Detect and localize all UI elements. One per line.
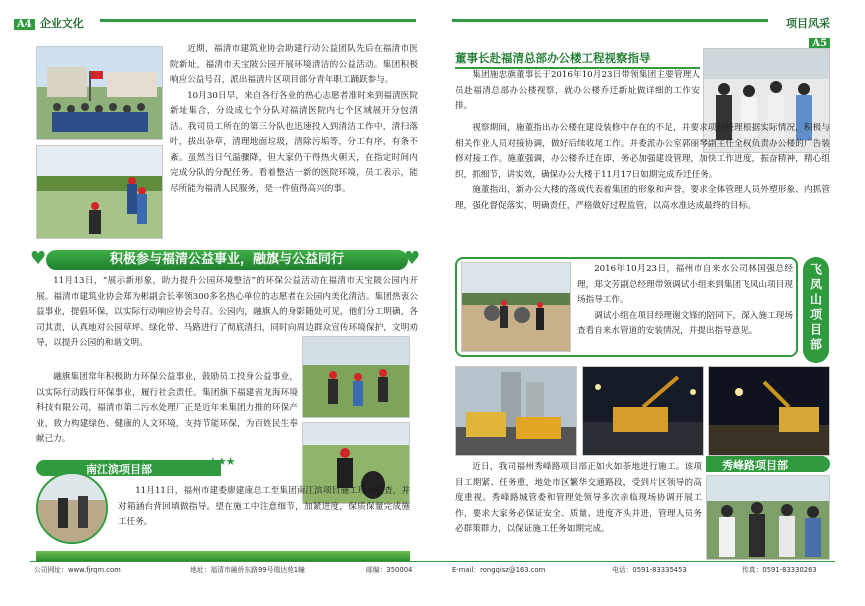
- footer-website: 公司网址：www.fjrqm.com: [34, 566, 121, 574]
- feifeng-project-title: 飞凤山项目部: [808, 263, 823, 353]
- public-welfare-banner: 积极参与福清公益事业，融旗与公益同行: [46, 250, 408, 270]
- left-paragraph-4: 融旗集团常年积极助力环保公益事业，鼓励员工投身公益事业，以实际行动践行环保事业，履行社会责任。集团旗下福建省龙海环境科技有限公司，福清市第二污水处理厂正是近年来集团力推的环保产业，致力构建绿色、健康的人文环境，支持节能环保，为百姓民生奉献己力。: [36, 372, 298, 444]
- feifeng-site-photo: [461, 262, 571, 352]
- right-intro-text: [455, 68, 700, 120]
- left-paragraph-1: 近期，福清市建筑业协会助建行动公益团队先后在福清市医院新址，福清市天宝陂公园开展环境清洁的公益活动。集团积极响应公益号召，派出福清片区项目部分青年职工踊跃参与。: [170, 44, 418, 85]
- public-welfare-banner-wrap: [46, 250, 408, 270]
- right-section-title: 项目风采: [786, 17, 830, 30]
- left-paragraph-5: 11月11日，福州市建委廖建康总工至集团南江滨项目施工现场检查，并对箱涵台背回填做指导。望在施工中注意细节，加紧进度，保质保量完成施工任务。: [118, 486, 410, 527]
- volunteer-group-photo: [36, 46, 163, 140]
- footer-phone: 电话：0591-83335453: [612, 566, 687, 574]
- left-intro-text: [170, 42, 418, 247]
- right-main-text: [455, 121, 830, 253]
- xiufeng-photo-1: [455, 366, 577, 456]
- left-paragraph-3: 11月13日，“展示新形象，助力提升公园环境整洁”的环保公益活动在福清市天宝陂公园内开展。福清市建筑业协会郑为彬副会长率领300多名热心单位的志愿者在公园内美化清洁。集团热衷公益事业，提倡环保，以实际行动响应协会号召。公园内，融旗人的身影随处可见，他们分工明确，各司其责，认真地对公园草坪、绿化带、马路进行了彻底清扫，同时向周边群众宣传环境保护，文明劝导，以提升公园的和谐文明。: [36, 276, 418, 348]
- footer-address: 地址：福清市融侨东路99号瑞达苑1幢: [190, 566, 305, 574]
- xiufeng-project-title: 秀峰路项目部: [722, 459, 788, 472]
- xiufeng-photo-3: [708, 366, 830, 456]
- left-grass-strip: [36, 551, 410, 561]
- heart-icon-left: ♥: [30, 248, 47, 269]
- xiufeng-text: [455, 460, 702, 560]
- heart-icon-right: ♥: [404, 248, 421, 269]
- left-section-title: 企业文化: [39, 17, 84, 30]
- footer-email: E-mail：rongqisz@163.com: [452, 566, 546, 574]
- feifeng-text: [577, 262, 793, 354]
- right-paragraph-3: 施董指出，新办公大楼的落成代表着集团的形象和声誉，要求全体管理人员外塑形象、内抓管理，强化督促落实，明确责任，严格做好过程监管，以高水准达成最终的目标。: [455, 185, 830, 211]
- right-header-rule: [452, 19, 768, 22]
- right-paragraph-5: 调试小组在项目经理谢文锋的陪同下，深入施工现场查看自来水管道的安装情况，并提出指导意见。: [577, 310, 793, 336]
- nanjiang-site-photo: [36, 472, 108, 544]
- feifeng-title-bar: [803, 257, 829, 363]
- xiufeng-photo-2: [582, 366, 704, 456]
- footer-fax: 传真：0591-83330263: [742, 566, 817, 574]
- footer-rule: [30, 561, 835, 562]
- right-header: [770, 12, 830, 49]
- left-paragraph-2: 10月30日早，来自各行各业的热心志愿者准时来到福清医院新址集合，分设成七个分队对福清医院内七个区域展开分包清洁。我司员工所在的第三分队也迅速投入到清洁工作中，清扫落叶，拔出杂草，清理地面垃圾，清除污垢等，分工有序，有条不紊。虽然当日气温骤降，但大家仍干得热火朝天，在指定时间内完成分队的分配任务。看着整洁一新的医院环境，员工表示，能尽所能为福清人民服务，是一件值得高兴的事。: [170, 90, 418, 194]
- right-paragraph-1: 集团施忠旗董事长于2016年10月23日带领集团主要管理人员赴福清总部办公楼视察，就办公楼乔迁新址做详细的工作安排。: [455, 70, 700, 111]
- xiufeng-meeting-photo: [706, 475, 830, 560]
- right-paragraph-6: 近日，我司福州秀峰路项目部正如火如荼地进行施工。该项目工期紧、任务重，地处市区繁华交通路段，受到片区领导的高度重视。秀峰路城管委和管理处领导多次亲临现场协调开展工作，要求大家务必保证安全、质量、进度齐头并进，管理人员务必群策群力，以保证施工任务如期完成。: [455, 462, 702, 534]
- right-paragraph-4: 2016年10月23日，福州市自来水公司林国强总经理，郑文芳副总经理带领调试小组来到集团飞凤山项目现场指导工作。: [577, 264, 793, 305]
- park-cleaning-photo-1: [302, 336, 410, 418]
- left-header-rule: [100, 19, 416, 22]
- star-icons: ★★★: [208, 455, 235, 468]
- chairman-inspection-title: 董事长赴福清总部办公楼工程视察指导: [455, 50, 700, 69]
- nanjiang-text: [118, 484, 410, 546]
- right-page-number: A5: [809, 38, 830, 49]
- left-page-number: A4: [14, 19, 35, 30]
- footer-postcode: 邮编：350004: [366, 566, 413, 574]
- nanjiang-project-title: 南江滨项目部: [86, 463, 152, 476]
- left-lower-text: [36, 370, 298, 454]
- cleaning-photo: [36, 145, 163, 239]
- right-paragraph-2: 视察期间，施董指出办公楼在建设装修中存在的不足，并要求项目经理根据实际情况，积极与相关作业人员对接协调，做好后续收尾工作。并委派办公室郭丽琴副主任全权负责办公楼的广告装修对接工作。施董强调，办公楼乔迁在即，务必加强建设管理，加快工作进度，振奋精神，精心组织，抓细节，讲实效，确保办公大楼于11月17日如期完成乔迁任务。: [455, 123, 830, 180]
